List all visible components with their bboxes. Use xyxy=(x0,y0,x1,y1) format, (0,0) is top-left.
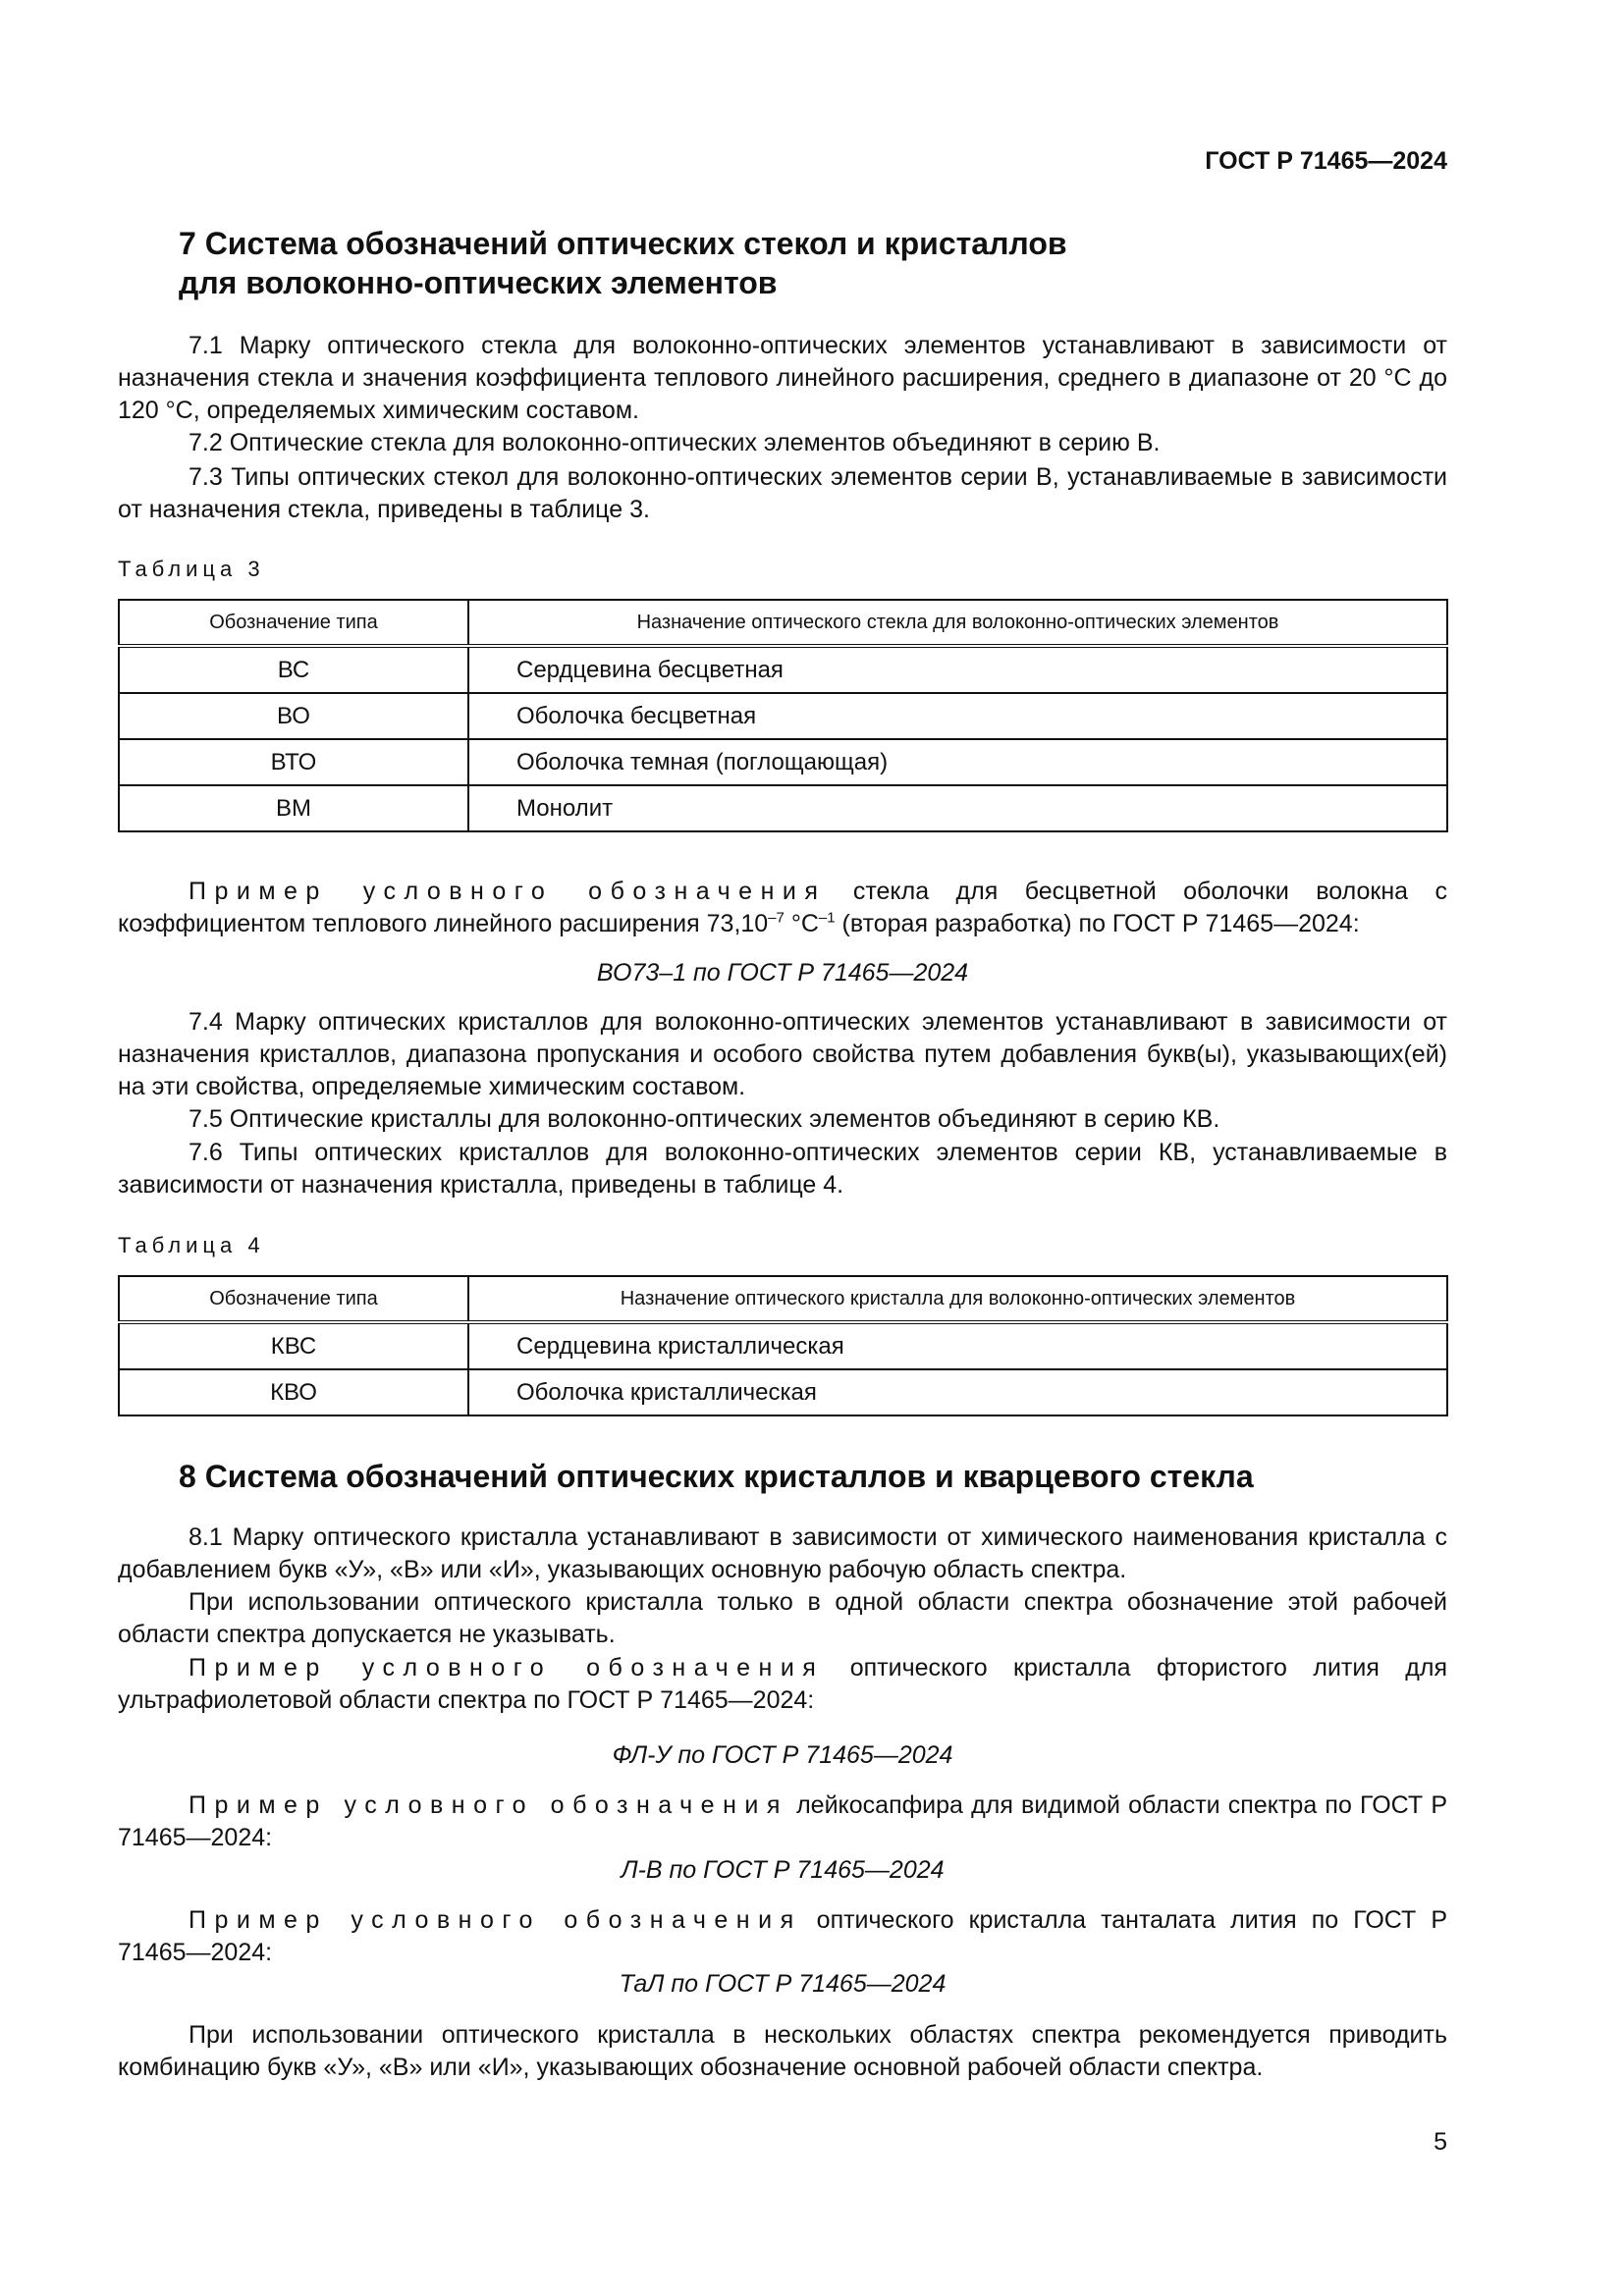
table-header-row xyxy=(119,600,1447,646)
table-header-row xyxy=(119,1276,1447,1322)
table-row xyxy=(119,646,1447,693)
example-label: Пример условного обозначения xyxy=(189,1791,788,1819)
type-code-cell: КВС xyxy=(119,1322,468,1369)
table-3 xyxy=(118,599,1448,832)
example-3-designation: Л-В по ГОСТ Р 71465—2024 xyxy=(621,1856,945,1884)
example-text: оптического кристалла фтористого лития для ультрафиолетовой области спектра по ГОСТ Р 71465—2024: xyxy=(118,1654,1448,1714)
table-3-caption: Таблица 3 xyxy=(118,557,265,581)
paragraph-7-2: 7.2 Оптические стекла для волоконно-оптических элементов объединяют в серию В. xyxy=(189,429,1161,456)
example-2-paragraph xyxy=(118,1652,1447,1717)
example-3-paragraph xyxy=(118,1789,1447,1854)
paragraph-7-3: 7.3 Типы оптических стекол для волоконно-оптических элементов серии В, устанавливаемые в зависимости от назначения стекла, приведены в таблице 3. xyxy=(118,463,1447,523)
example-4-paragraph xyxy=(118,1904,1447,1969)
example-text: лейкосапфира для видимой области спектра по ГОСТ Р 71465—2024: xyxy=(118,1791,1447,1851)
purpose-cell: Оболочка бесцветная xyxy=(468,693,1447,739)
paragraph-single-region: При использовании оптического кристалла только в одной области спектра обозначение этой рабочей области спектра допускается не указывать. xyxy=(118,1588,1447,1648)
example-text-c: (вторая разработка) по ГОСТ Р 71465—2024: xyxy=(835,910,1360,937)
document-header-id: ГОСТ Р 71465—2024 xyxy=(1205,147,1447,175)
table-row xyxy=(119,739,1447,785)
example-text-b: °С xyxy=(784,910,819,937)
table-row xyxy=(119,1369,1447,1415)
purpose-cell: Оболочка темная (поглощающая) xyxy=(468,739,1447,785)
page-number: 5 xyxy=(1434,2128,1447,2156)
column-header-type: Обозначение типа xyxy=(119,600,468,646)
paragraph-7-1: 7.1 Марку оптического стекла для волоконно-оптических элементов устанавливают в зависимости от назначения стекла и значения коэффициента теплового линейного расширения, среднего в диапазоне от 20 °С до 120 °С, определяемых химическим составом. xyxy=(118,332,1447,424)
paragraph-multi-region: При использовании оптического кристалла в нескольких областях спектра рекомендуется приводить комбинацию букв «У», «В» или «И», указывающих обозначение основной рабочей области спектра. xyxy=(118,2021,1447,2081)
example-text: оптического кристалла танталата лития по ГОСТ Р 71465—2024: xyxy=(118,1906,1447,1966)
column-header-type: Обозначение типа xyxy=(119,1276,468,1322)
type-code-cell: КВО xyxy=(119,1369,468,1415)
section-7-title-line-1: 7 Система обозначений оптических стекол и кристаллов xyxy=(179,226,1067,261)
table-row xyxy=(119,785,1447,831)
purpose-cell: Сердцевина кристаллическая xyxy=(468,1322,1447,1369)
table-row xyxy=(119,1322,1447,1369)
table-row xyxy=(119,693,1447,739)
paragraph-7-4: 7.4 Марку оптических кристаллов для волоконно-оптических элементов устанавливают в зависимости от назначения кристаллов, диапазона пропускания и особого свойства путем добавления букв(ы), указывающих(ей) на эти свойства, определяемые химическим составом. xyxy=(118,1008,1447,1100)
section-7-title-line-2: для волоконно-оптических элементов xyxy=(179,265,778,300)
purpose-cell: Оболочка кристаллическая xyxy=(468,1369,1447,1415)
column-header-purpose: Назначение оптического кристалла для волоконно-оптических элементов xyxy=(468,1276,1447,1322)
example-text-a: стекла для бесцветной оболочки волокна с коэффициентом теплового линейного расширения 73,10 xyxy=(118,878,1447,937)
type-code-cell: ВС xyxy=(119,646,468,693)
purpose-cell: Монолит xyxy=(468,785,1447,831)
example-1-paragraph xyxy=(118,876,1447,940)
type-code-cell: ВТО xyxy=(119,739,468,785)
example-2-designation: ФЛ-У по ГОСТ Р 71465—2024 xyxy=(612,1741,953,1769)
column-header-purpose: Назначение оптического стекла для волоконно-оптических элементов xyxy=(468,600,1447,646)
paragraph-7-6: 7.6 Типы оптических кристаллов для волоконно-оптических элементов серии КВ, устанавливаемые в зависимости от назначения кристалла, приведены в таблице 4. xyxy=(118,1139,1447,1199)
example-label: Пример условного обозначения xyxy=(189,1906,802,1934)
example-4-designation: ТаЛ по ГОСТ Р 71465—2024 xyxy=(619,1970,947,1998)
paragraph-7-5: 7.5 Оптические кристаллы для волоконно-оптических элементов объединяют в серию КВ. xyxy=(189,1105,1220,1133)
table-4-caption: Таблица 4 xyxy=(118,1233,265,1257)
purpose-cell: Сердцевина бесцветная xyxy=(468,646,1447,693)
paragraph-8-1: 8.1 Марку оптического кристалла устанавливают в зависимости от химического наименования кристалла с добавлением букв «У», «В» или «И», указывающих основную рабочую область спектра. xyxy=(118,1523,1447,1583)
example-label: Пример условного обозначения xyxy=(189,878,827,905)
type-code-cell: ВМ xyxy=(119,785,468,831)
type-code-cell: ВО xyxy=(119,693,468,739)
example-sup-1: –7 xyxy=(768,909,785,927)
table-4 xyxy=(118,1275,1448,1416)
example-label: Пример условного обозначения xyxy=(189,1654,825,1682)
example-1-designation: ВО73–1 по ГОСТ Р 71465—2024 xyxy=(596,959,969,987)
section-8-title: 8 Система обозначений оптических кристаллов и кварцевого стекла xyxy=(179,1459,1254,1494)
example-sup-2: –1 xyxy=(818,909,836,927)
